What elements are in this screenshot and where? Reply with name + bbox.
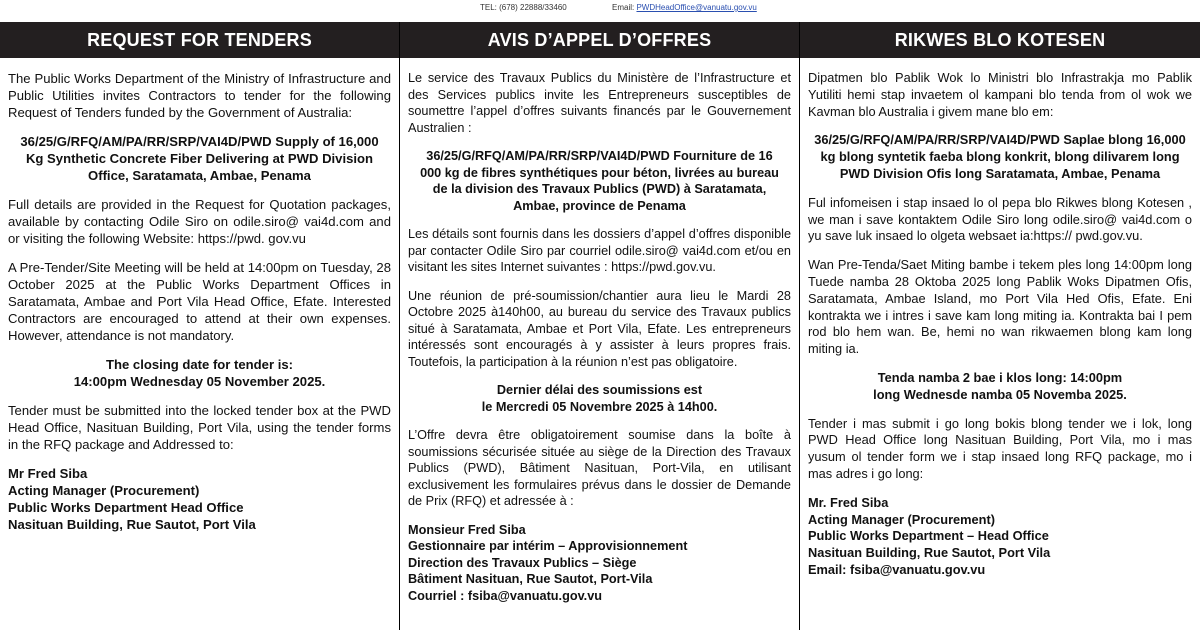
bislama-details: Ful infomeisen i stap insaed lo ol pepa blo Rikwes blong Kotesen , we man i save kontaktem Odile Siro long odile.siro@ vai4d.com o yu save luk insaed lo olgeta websaet ia:https:// pwd.gov.vu.: [808, 194, 1192, 244]
email-link[interactable]: PWDHeadOffice@vanuatu.gov.vu: [636, 3, 757, 12]
address-line: Acting Manager (Procurement): [808, 511, 996, 527]
address-line: Gestionnaire par intérim – Approvisionnement: [408, 539, 688, 553]
english-closing-line-1: The closing date for tender is:: [106, 357, 293, 372]
bislama-title: RIKWES BLO KOTESEN: [800, 22, 1200, 58]
english-address: [8, 465, 391, 533]
address-line: Public Works Department Head Office: [8, 500, 244, 515]
english-intro: The Public Works Department of the Ministry of Infrastructure and Public Utilities invites Contractors to tender for the following Request of Tenders funded by the Government of Australia:: [8, 71, 391, 120]
english-closing-line-2: 14:00pm Wednesday 05 November 2025.: [73, 374, 326, 389]
bislama-address: [808, 495, 1192, 579]
french-intro: Le service des Travaux Publics du Ministère de l’Infrastructure et des Services publics invite les Entrepreneurs susceptibles de soumettre l’appel d’offres suivants financés par le Gouvernement Australien :: [408, 71, 791, 135]
french-meeting: Une réunion de pré-soumission/chantier aura lieu le Mardi 28 Octobre 2025 à140h00, au bureau du service des Travaux publics situé à Saratamata, Ambae et Port Vila, Efate. Les entrepreneurs intéressés sont encouragés à y assister à leurs propres frais. Toutefois, la participation à la réunion n’est pas obligatoire.: [408, 288, 791, 369]
email-label: Email:: [612, 3, 635, 12]
address-line: Mr. Fred Siba: [808, 494, 889, 510]
address-line: Courriel : fsiba@vanuatu.gov.vu: [408, 588, 603, 603]
french-closing-date: [408, 382, 791, 415]
french-tender-reference: 36/25/G/RFQ/AM/PA/RR/SRP/VAI4D/PWD Fourniture de 16 000 kg de fibres synthétiques pour béton, livrées au bureau de la division des Travaux Publics (PWD) à Saratamata, Ambae, province de Penama: [420, 149, 779, 213]
address-line: Nasituan Building, Rue Sautot, Port Vila: [8, 517, 256, 532]
english-meeting: A Pre-Tender/Site Meeting will be held at 14:00pm on Tuesday, 28 October 2025 at the Public Works Department Offices in Saratamata, Ambae and Port Vila Head Office, Efate. Interested Contractors are encouraged to attend at their own expenses. However, attendance is not mandatory.: [8, 260, 391, 343]
bislama-column: [800, 22, 1200, 630]
french-closing-line-1: Dernier délai des soumissions est: [496, 383, 703, 397]
contact-line: [0, 0, 1200, 22]
english-title: REQUEST FOR TENDERS: [0, 22, 399, 58]
english-tender-reference: 36/25/G/RFQ/AM/PA/RR/SRP/VAI4D/PWD Supply of 16,000 Kg Synthetic Concrete Fiber Delivering at PWD Division Office, Saratamata, Ambae, Penama: [20, 134, 379, 183]
email-line: [612, 3, 757, 12]
address-line: Nasituan Building, Rue Sautot, Port Vila: [808, 545, 1051, 561]
address-line: Monsieur Fred Siba: [408, 522, 526, 537]
english-closing-date: [8, 356, 391, 390]
french-submission: L’Offre devra être obligatoirement soumise dans la boîte à soumissions sécurisée située au siège de la Direction des Travaux Publics (PWD), Bâtiment Nasituan, Port-Vila, en utilisant exclusivement les formulaires prévus dans le dossier de Demande de Prix (RFQ) et adressée à :: [408, 428, 791, 508]
bislama-submission: Tender i mas submit i go long bokis blong tender we i lok, long PWD Head Office long Nasituan Building, Port Vila, mo i mas yusum ol tender form we i stap insaed long RFQ package, mo i mas adres i go long:: [808, 415, 1192, 481]
english-body: [0, 58, 399, 533]
bislama-tender-reference: 36/25/G/RFQ/AM/PA/RR/SRP/VAI4D/PWD Saplae blong 16,000 kg blong syntetik faeba blong konkrit, blong dilivarem long PWD Division Ofis long Saratamata, Ambae, Penama: [814, 132, 1186, 181]
telephone-number: TEL: (678) 22888/33460: [480, 3, 567, 12]
french-title: AVIS D’APPEL D’OFFRES: [400, 22, 799, 58]
english-submission: Tender must be submitted into the locked tender box at the PWD Head Office, Nasituan Building, Port Vila, using the tender forms in the RFQ package and Addressed to:: [8, 403, 391, 452]
french-address: [408, 522, 791, 605]
address-line: Mr Fred Siba: [8, 466, 88, 481]
address-line: Public Works Department – Head Office: [808, 528, 1049, 544]
address-line: Bâtiment Nasituan, Rue Sautot, Port-Vila: [408, 572, 653, 586]
english-details: Full details are provided in the Request for Quotation packages, available by contacting Odile Siro on odile.siro@ vai4d.com and or visiting the following Website: https://pwd. gov.vu: [8, 197, 391, 246]
address-line: Email: fsiba@vanuatu.gov.vu: [808, 561, 986, 577]
french-details: Les détails sont fournis dans les dossiers d’appel d’offres disponible par contacter Odile Siro par courriel odile.siro@ vai4d.com et/ou en visitant les sites Internet suivantes : https://pwd.gov.vu.: [408, 227, 791, 274]
bislama-closing-line-2: long Wednesde namba 05 Novemba 2025.: [873, 386, 1127, 402]
bislama-closing-date: [808, 370, 1192, 404]
french-body: [400, 58, 799, 604]
bislama-closing-line-1: Tenda namba 2 bae i klos long: 14:00pm: [877, 369, 1123, 385]
address-line: Direction des Travaux Publics – Siège: [408, 555, 637, 570]
bislama-meeting: Wan Pre-Tenda/Saet Miting bambe i tekem ples long 14:00pm long Tuede namba 28 Oktoba 2025 long Pablik Woks Dipatmen Ofis, Saratamata, Ambae Island, mo Port Vila Hed Ofis, Efate. Eni kontrakta we i intres i save kam long miting ia. Kontrakta bai I pem rod blo hem wan. Be, hemi no wan rikwaemen blong kam long miting ia.: [808, 257, 1192, 357]
tender-columns: [0, 22, 1200, 630]
english-column: [0, 22, 399, 630]
french-closing-line-2: le Mercredi 05 Novembre 2025 à 14h00.: [481, 399, 718, 414]
address-line: Acting Manager (Procurement): [8, 483, 200, 498]
french-column: [400, 22, 799, 630]
bislama-body: [800, 58, 1200, 579]
bislama-intro: Dipatmen blo Pablik Wok lo Ministri blo Infrastrakja mo Pablik Yutiliti hemi stap invaetem ol kampani blo tenda from ol wok we Kavman blo Australia i givem mane blo em:: [808, 70, 1192, 119]
